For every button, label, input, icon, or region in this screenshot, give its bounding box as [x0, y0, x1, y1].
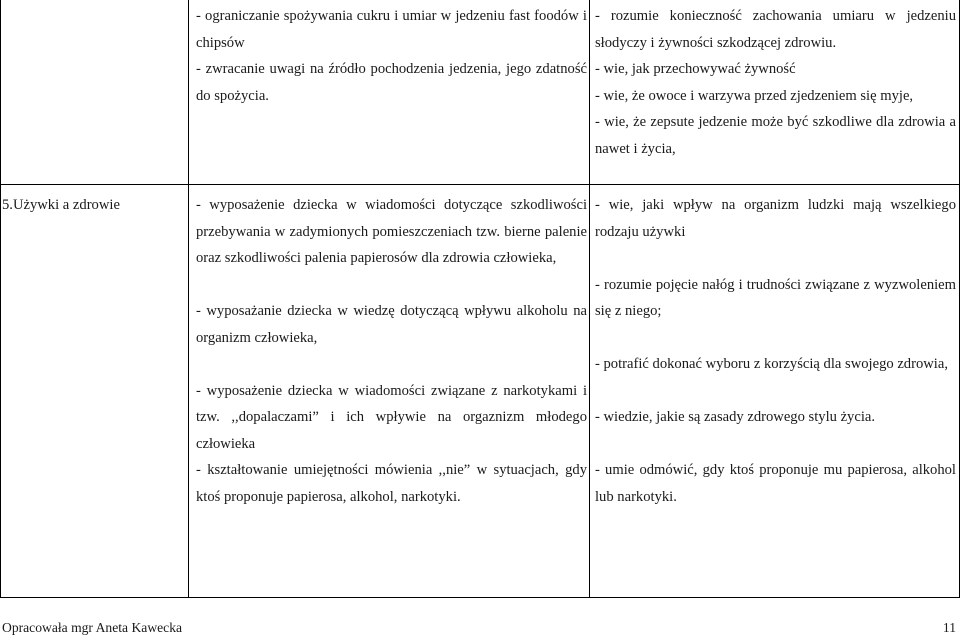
main-col2-item: - kształtowanie umiejętności mówienia ,,nie” w sytuacjach, gdy ktoś proponuje papierosa, alkohol, narkotyki. [196, 462, 587, 505]
page-number: 11 [942, 620, 956, 635]
main-row-col3 [595, 192, 956, 510]
main-col3-item: - rozumie pojęcie nałóg i trudności związane z wyzwoleniem się z niego; [595, 276, 956, 319]
main-col3-item: - umie odmówić, gdy ktoś proponuje mu papierosa, alkohol lub narkotyki. [595, 462, 956, 505]
main-col2-item: - wyposażenie dziecka w wiadomości dotyczące szkodliwości przebywania w zadymionych pomieszczeniach tzw. bierne palenie oraz szkodliwości palenia papierosów dla zdrowia człowieka, [196, 197, 587, 266]
top-row-col2 [196, 3, 587, 109]
table-border-col2 [589, 0, 590, 598]
top-row-col3 [595, 3, 956, 162]
main-col3-item: - wiedzie, jakie są zasady zdrowego stylu życia. [595, 409, 876, 425]
main-col2-item: - wyposażenie dziecka w wiadomości związane z narkotykami i tzw. ,,dopalaczami” i ich wpływie na orgaznizm młodego człowieka [196, 382, 587, 452]
top-col2-item: - zwracanie uwagi na źródło pochodzenia jedzenia, jego zdatność do spożycia. [196, 61, 587, 104]
row-separator [0, 184, 960, 185]
top-col3-item: - wie, jak przechowywać żywność [595, 61, 796, 77]
top-col3-item: - wie, że zepsute jedzenie może być szkodliwe dla zdrowia a nawet i życia, [595, 114, 956, 157]
top-col3-item: - wie, że owoce i warzywa przed zjedzeniem się myje, [595, 87, 914, 104]
footer-author: Opracowała mgr Aneta Kawecka [2, 620, 183, 635]
section-label: 5.Używki a zdrowie [2, 197, 120, 213]
table-border-col1 [188, 0, 189, 598]
table-border-left [0, 0, 1, 598]
table-border-bottom [0, 597, 960, 598]
main-row-col2 [196, 192, 587, 510]
main-col2-item: - wyposażanie dziecka w wiedzę dotyczącą wpływu alkoholu na organizm człowieka, [196, 303, 587, 346]
main-col3-item: - potrafić dokonać wyboru z korzyścią dla swojego zdrowia, [595, 356, 948, 372]
main-col3-item: - wie, jaki wpływ na organizm ludzki mają wszelkiego rodzaju używki [595, 197, 956, 240]
top-col2-item: - ograniczanie spożywania cukru i umiar w jedzeniu fast foodów i chipsów [196, 8, 587, 51]
top-col3-item: - rozumie konieczność zachowania umiaru w jedzeniu słodyczy i żywności szkodzącej zdrowiu. [595, 8, 956, 51]
